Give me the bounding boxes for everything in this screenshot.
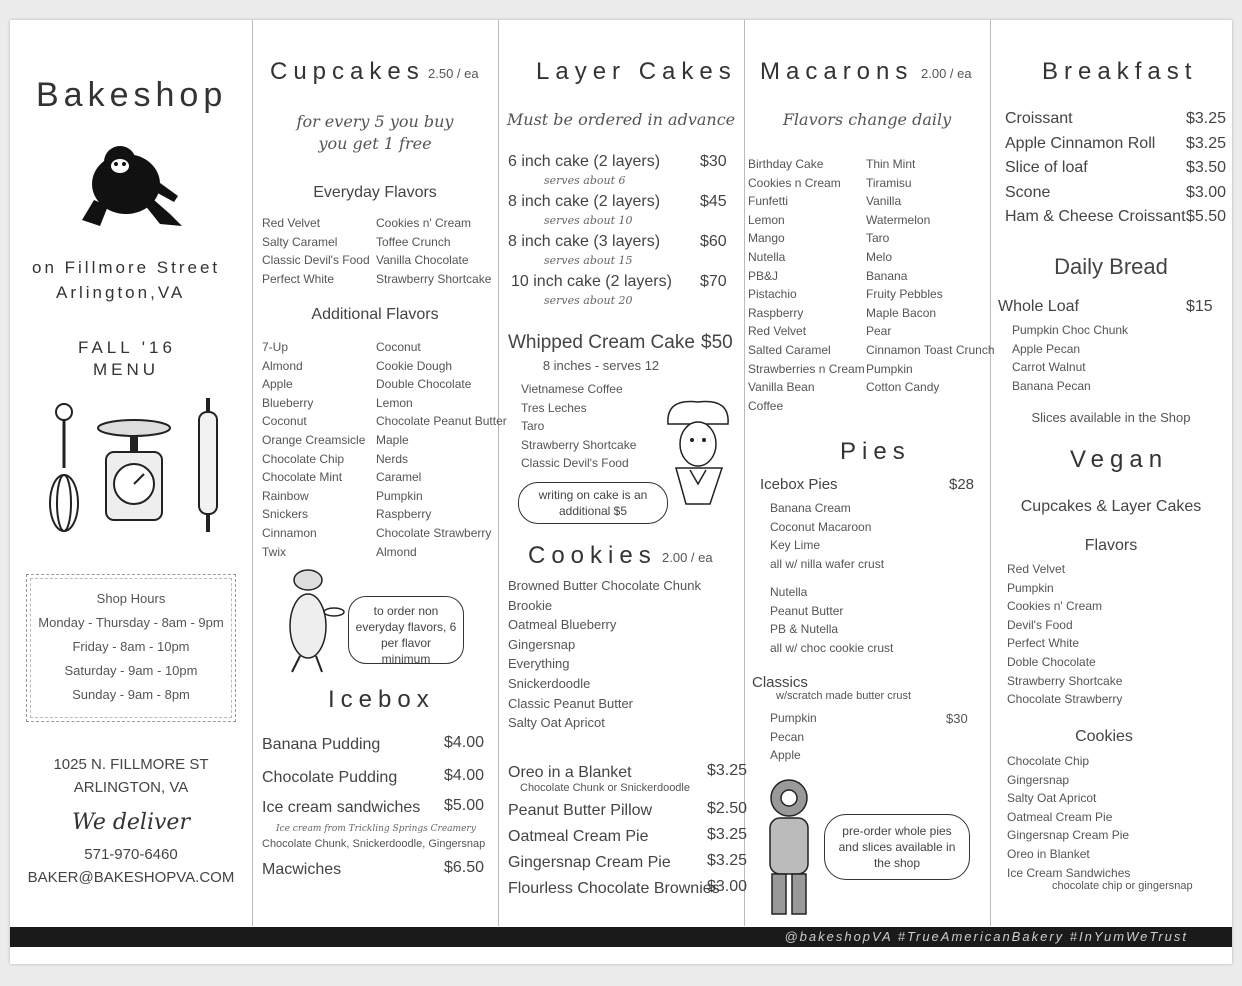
pie-item: all w/ choc cookie crust bbox=[770, 640, 894, 655]
flavor-item: Apple bbox=[262, 377, 293, 392]
classics-price: $30 bbox=[946, 711, 968, 726]
flavor-item: Orange Creamsicle bbox=[262, 433, 366, 447]
macaron-flavor: Cotton Candy bbox=[866, 380, 940, 395]
email-address[interactable]: BAKER@BAKESHOPVA.COM bbox=[27, 869, 235, 886]
vegan-flavor: Red Velvet bbox=[1007, 562, 1066, 576]
pie-item: Apple bbox=[770, 748, 801, 763]
vegan-cookie: Oatmeal Cream Pie bbox=[1007, 809, 1113, 824]
whipped-flavor: Strawberry Shortcake bbox=[521, 437, 637, 452]
flavor-item: Chocolate Chip bbox=[262, 451, 345, 466]
flavor-item: Chocolate Mint bbox=[262, 470, 343, 485]
pie-note-text: pre-order whole pies and slices available in the shop bbox=[838, 824, 956, 870]
pie-note-bubble bbox=[824, 814, 970, 880]
icebox-pies-label: Icebox Pies bbox=[760, 476, 838, 493]
breakfast-title: Breakfast bbox=[1042, 58, 1198, 85]
macaron-flavor: Birthday Cake bbox=[748, 157, 824, 171]
additional-flavors-heading: Additional Flavors bbox=[311, 306, 439, 323]
icebox-note: Chocolate Chunk, Snickerdoodle, Gingersnap bbox=[262, 838, 486, 850]
street-text: on Fillmore Street bbox=[32, 258, 221, 277]
hours-line: Saturday - 9am - 10pm bbox=[64, 663, 198, 678]
macaron-flavor: Cookies n Cream bbox=[748, 175, 841, 190]
address-line-1: 1025 N. FILLMORE ST bbox=[53, 756, 209, 773]
cupcake-note-text: to order non everyday flavors, 6 per flavor minimum bbox=[355, 604, 457, 666]
cookie-special-price: $3.25 bbox=[707, 852, 748, 869]
address-line-2: ARLINGTON, VA bbox=[73, 779, 189, 796]
everyday-flavors-heading: Everyday Flavors bbox=[313, 184, 437, 201]
flavor-item: Maple bbox=[376, 433, 409, 447]
whipped-flavor: Tres Leches bbox=[521, 400, 587, 415]
macaron-flavor: Vanilla bbox=[866, 194, 902, 209]
vegan-flavor: Chocolate Strawberry bbox=[1007, 692, 1123, 707]
macaron-flavor: Raspberry bbox=[748, 305, 804, 320]
macaron-flavor: Pumpkin bbox=[866, 361, 913, 376]
slices-note: Slices available in the Shop bbox=[1031, 410, 1191, 425]
hours-line: Monday - Thursday - 8am - 9pm bbox=[38, 615, 224, 630]
macarons-note: Flavors change daily bbox=[782, 110, 952, 129]
classics-note: w/scratch made butter crust bbox=[776, 690, 912, 702]
macaron-flavor: Red Velvet bbox=[748, 324, 807, 339]
breakfast-price: $3.50 bbox=[1186, 159, 1227, 177]
macaron-flavor: Coffee bbox=[748, 398, 784, 413]
cookie-special: Flourless Chocolate Brownies bbox=[508, 880, 720, 897]
vegan-cookies-heading: Cookies bbox=[1075, 728, 1133, 745]
cake-serves: serves about 6 bbox=[544, 174, 626, 187]
footer-hashtags: @bakeshopVA #TrueAmericanBakery #InYumWeTrust bbox=[784, 929, 1188, 944]
vegan-flavor: Doble Chocolate bbox=[1007, 655, 1096, 669]
icebox-price: $5.00 bbox=[444, 797, 485, 814]
vegan-cookie: Gingersnap Cream Pie bbox=[1007, 828, 1130, 843]
breakfast-price: $3.25 bbox=[1186, 110, 1227, 127]
vegan-subtitle: Cupcakes & Layer Cakes bbox=[1020, 498, 1202, 515]
flavor-item: Perfect White bbox=[262, 271, 335, 286]
menu-text: MENU bbox=[93, 360, 160, 379]
loaf-flavor: Pumpkin Choc Chunk bbox=[1012, 323, 1129, 337]
cake-serves: serves about 15 bbox=[544, 254, 633, 267]
icebox-pies-price: $28 bbox=[949, 476, 975, 493]
vegan-flavor: Cookies n' Cream bbox=[1007, 599, 1102, 614]
flavor-item: Coconut bbox=[376, 340, 421, 354]
flavor-item: Double Chocolate bbox=[376, 377, 472, 392]
flavor-item: Classic Devil's Food bbox=[262, 253, 370, 267]
icebox-price: $4.00 bbox=[444, 767, 485, 784]
cookie-special-price: $3.25 bbox=[707, 762, 748, 779]
breakfast-price: $5.50 bbox=[1186, 208, 1227, 226]
pie-item: Nutella bbox=[770, 585, 808, 599]
cake-price: $60 bbox=[700, 233, 727, 250]
cookie-special: Gingersnap Cream Pie bbox=[508, 854, 671, 871]
icebox-item: Ice cream sandwiches bbox=[262, 799, 421, 816]
cake-price: $45 bbox=[700, 193, 727, 210]
breakfast-item: Ham & Cheese Croissant bbox=[1005, 208, 1186, 226]
layer-cakes-note: Must be ordered in advance bbox=[506, 110, 736, 129]
daily-bread-title: Daily Bread bbox=[1054, 254, 1168, 279]
cookie-item: Gingersnap bbox=[508, 636, 576, 652]
city-text: Arlington,VA bbox=[56, 283, 186, 302]
flavor-item: Snickers bbox=[262, 507, 309, 522]
macaron-flavor: Taro bbox=[866, 231, 890, 246]
macaron-flavor: Melo bbox=[866, 250, 893, 264]
macaron-flavor: PB&J bbox=[748, 268, 779, 283]
flavor-item: Toffee Crunch bbox=[376, 234, 451, 249]
macaron-flavor: Lemon bbox=[748, 212, 785, 227]
cupcake-promo-line-1: for every 5 you buy bbox=[296, 112, 454, 131]
whipped-cream-cake: Whipped Cream Cake bbox=[508, 332, 695, 353]
flavor-item: Salty Caramel bbox=[262, 234, 338, 249]
cookie-item: Salty Oat Apricot bbox=[508, 715, 605, 731]
shop-hours-box bbox=[26, 574, 236, 722]
cookie-special-price: $2.50 bbox=[707, 800, 748, 817]
icebox-item: Macwiches bbox=[262, 861, 342, 878]
flavor-item: Cookies n' Cream bbox=[376, 216, 471, 230]
flavor-item: Raspberry bbox=[376, 507, 432, 522]
vegan-flavor: Perfect White bbox=[1007, 636, 1080, 651]
cookie-special: Oatmeal Cream Pie bbox=[508, 828, 649, 845]
cupcakes-price: 2.50 / ea bbox=[428, 66, 479, 81]
oreo-note: Chocolate Chunk or Snickerdoodle bbox=[520, 782, 690, 794]
whole-loaf-label: Whole Loaf bbox=[998, 298, 1079, 315]
pie-item: Pumpkin bbox=[770, 711, 817, 725]
breakfast-item: Croissant bbox=[1005, 110, 1073, 127]
flavor-item: Pumpkin bbox=[376, 488, 423, 503]
flavor-item: Lemon bbox=[376, 395, 413, 410]
cookie-item: Everything bbox=[508, 656, 570, 672]
pig-illustration bbox=[278, 566, 348, 676]
flavor-item: Cinnamon bbox=[262, 526, 317, 540]
breakfast-item: Scone bbox=[1005, 183, 1051, 201]
flavor-item: Nerds bbox=[376, 451, 409, 466]
breakfast-item: Apple Cinnamon Roll bbox=[1005, 134, 1156, 152]
pie-item: Pecan bbox=[770, 729, 805, 744]
breakfast-item: Slice of loaf bbox=[1005, 159, 1088, 177]
loaf-flavor: Apple Pecan bbox=[1012, 341, 1081, 356]
vegan-flavor: Strawberry Shortcake bbox=[1007, 673, 1123, 688]
vegan-flavor: Devil's Food bbox=[1007, 617, 1073, 632]
cake-size: 8 inch cake (3 layers) bbox=[508, 233, 661, 250]
flavor-item: Chocolate Peanut Butter bbox=[376, 414, 507, 429]
cake-price: $70 bbox=[700, 273, 727, 290]
cake-price: $30 bbox=[700, 153, 727, 170]
macaron-flavor: Strawberries n Cream bbox=[748, 361, 865, 376]
flavor-item: Blueberry bbox=[262, 395, 314, 410]
gorilla-logo bbox=[74, 140, 186, 232]
whipped-cream-serves: 8 inches - serves 12 bbox=[542, 358, 660, 373]
season-text: FALL '16 bbox=[78, 338, 176, 357]
flavor-item: Coconut bbox=[262, 414, 307, 429]
breakfast-price: $3.25 bbox=[1186, 134, 1227, 152]
loaf-flavor: Carrot Walnut bbox=[1012, 360, 1086, 375]
flavor-item: Vanilla Chocolate bbox=[376, 253, 469, 267]
cookie-special: Oreo in a Blanket bbox=[508, 764, 632, 781]
diver-illustration bbox=[756, 776, 822, 922]
flavor-item: Strawberry Shortcake bbox=[376, 271, 492, 286]
cookies-price: 2.00 / ea bbox=[662, 550, 713, 565]
layer-note-text: writing on cake is an additional $5 bbox=[538, 488, 648, 518]
loaf-flavor: Banana Pecan bbox=[1012, 378, 1091, 393]
cake-size: 8 inch cake (2 layers) bbox=[508, 193, 661, 210]
flavor-item: Caramel bbox=[376, 470, 422, 485]
macaron-flavor: Watermelon bbox=[866, 212, 931, 227]
cookie-special: Peanut Butter Pillow bbox=[508, 802, 653, 819]
ice-cream-sandwich-note: chocolate chip or gingersnap bbox=[1052, 880, 1193, 892]
macarons-title: Macarons bbox=[760, 58, 914, 85]
flavor-item: Red Velvet bbox=[262, 216, 321, 230]
flavor-item: Twix bbox=[262, 544, 286, 559]
vegan-cookie: Gingersnap bbox=[1007, 772, 1070, 787]
brand-title: Bakeshop bbox=[36, 76, 228, 114]
vegan-cookie: Salty Oat Apricot bbox=[1007, 791, 1097, 806]
cupcake-note-bubble bbox=[348, 596, 464, 664]
cookie-item: Browned Butter Chocolate Chunk bbox=[508, 578, 701, 593]
icebox-price: $6.50 bbox=[444, 859, 485, 876]
vegan-cookie: Chocolate Chip bbox=[1007, 754, 1090, 768]
macarons-price: 2.00 / ea bbox=[921, 66, 972, 81]
whipped-flavor: Classic Devil's Food bbox=[521, 456, 629, 471]
icebox-note: Ice cream from Trickling Springs Creamery bbox=[276, 824, 476, 834]
pie-item: Peanut Butter bbox=[770, 603, 844, 618]
flavor-item: 7-Up bbox=[262, 340, 289, 354]
cake-size: 6 inch cake (2 layers) bbox=[508, 153, 661, 170]
footer-bar bbox=[10, 927, 1232, 947]
hours-title: Shop Hours bbox=[96, 591, 166, 606]
vegan-cookie: Oreo in Blanket bbox=[1007, 847, 1090, 861]
macaron-flavor: Mango bbox=[748, 231, 785, 246]
phone-number[interactable]: 571-970-6460 bbox=[84, 846, 178, 863]
flavor-item: Chocolate Strawberry bbox=[376, 526, 492, 540]
vegan-flavors-heading: Flavors bbox=[1084, 537, 1138, 554]
cupcake-promo-line-2: you get 1 free bbox=[318, 134, 432, 153]
macaron-flavor: Salted Caramel bbox=[748, 343, 831, 357]
flavor-item: Cookie Dough bbox=[376, 358, 453, 373]
icebox-title: Icebox bbox=[328, 686, 435, 713]
icebox-item: Banana Pudding bbox=[262, 736, 381, 753]
macaron-flavor: Banana bbox=[866, 268, 908, 283]
cake-serves: serves about 20 bbox=[544, 294, 633, 307]
pies-title: Pies bbox=[840, 438, 911, 465]
cookie-item: Brookie bbox=[508, 597, 553, 613]
cookie-special-price: $3.25 bbox=[707, 826, 748, 843]
cookies-title: Cookies bbox=[528, 542, 657, 569]
macaron-flavor: Tiramisu bbox=[866, 175, 912, 190]
hours-line: Friday - 8am - 10pm bbox=[72, 639, 190, 654]
layer-cakes-title: Layer Cakes bbox=[536, 58, 737, 85]
layer-note-bubble bbox=[518, 482, 668, 524]
macaron-flavor: Funfetti bbox=[748, 194, 789, 209]
cake-size: 10 inch cake (2 layers) bbox=[511, 273, 672, 290]
macaron-flavor: Thin Mint bbox=[866, 157, 916, 171]
whipped-flavor: Taro bbox=[521, 419, 545, 434]
macaron-flavor: Pear bbox=[866, 324, 892, 339]
classics-label: Classics bbox=[752, 674, 808, 691]
hours-line: Sunday - 9am - 8pm bbox=[72, 687, 190, 702]
breakfast-price: $3.00 bbox=[1186, 183, 1227, 201]
cookie-item: Snickerdoodle bbox=[508, 676, 591, 691]
baking-tools-illustration bbox=[34, 398, 230, 538]
macaron-flavor: Pistachio bbox=[748, 287, 797, 302]
macaron-flavor: Nutella bbox=[748, 250, 786, 264]
macaron-flavor: Vanilla Bean bbox=[748, 380, 815, 395]
pie-item: Coconut Macaroon bbox=[770, 519, 872, 534]
chef-illustration bbox=[656, 394, 740, 512]
cookie-item: Oatmeal Blueberry bbox=[508, 617, 617, 633]
macaron-flavor: Cinnamon Toast Crunch bbox=[866, 343, 995, 357]
whipped-flavor: Vietnamese Coffee bbox=[521, 382, 623, 396]
pie-item: PB & Nutella bbox=[770, 622, 839, 637]
pie-item: Key Lime bbox=[770, 538, 821, 553]
deliver-text: We deliver bbox=[72, 810, 190, 835]
cookie-item: Classic Peanut Butter bbox=[508, 695, 634, 711]
flavor-item: Almond bbox=[262, 358, 303, 373]
icebox-item: Chocolate Pudding bbox=[262, 769, 398, 786]
cupcakes-title: Cupcakes bbox=[270, 58, 425, 85]
cookie-special-price: $3.00 bbox=[707, 878, 748, 895]
flavor-item: Rainbow bbox=[262, 488, 309, 503]
pie-item: all w/ nilla wafer crust bbox=[770, 556, 885, 571]
pie-item: Banana Cream bbox=[770, 501, 851, 515]
icebox-price: $4.00 bbox=[444, 734, 485, 751]
vegan-title: Vegan bbox=[1070, 446, 1169, 473]
vegan-cookie: Ice Cream Sandwiches bbox=[1007, 865, 1131, 880]
macaron-flavor: Maple Bacon bbox=[866, 305, 937, 320]
macaron-flavor: Fruity Pebbles bbox=[866, 287, 943, 302]
cake-serves: serves about 10 bbox=[544, 214, 633, 227]
whipped-cream-price: $50 bbox=[701, 332, 733, 353]
flavor-item: Almond bbox=[376, 544, 417, 559]
whole-loaf-price: $15 bbox=[1186, 298, 1213, 315]
vegan-flavor: Pumpkin bbox=[1007, 580, 1054, 595]
